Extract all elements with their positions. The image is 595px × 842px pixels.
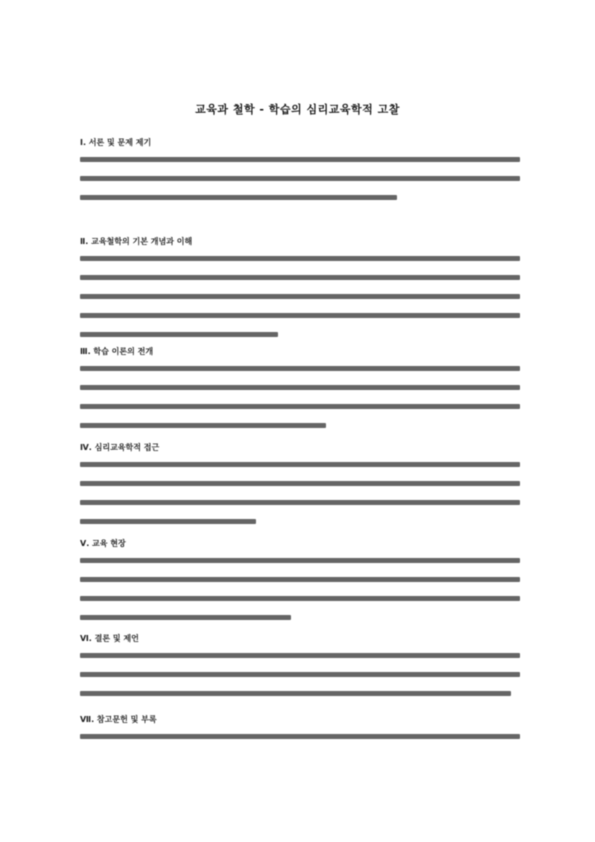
- section-heading: Ⅲ. 학습 이론의 전개: [80, 347, 154, 356]
- text-line: [80, 313, 520, 318]
- text-line: [80, 500, 520, 505]
- text-line: [80, 332, 278, 337]
- text-line: [80, 734, 520, 739]
- text-line: [80, 423, 326, 428]
- section-7: [80, 714, 520, 753]
- text-line: [80, 294, 520, 299]
- section-body: [80, 157, 520, 200]
- section-1: [80, 137, 520, 214]
- text-line: [80, 385, 520, 390]
- section-heading: Ⅴ. 교육 현장: [80, 539, 126, 548]
- text-line: [80, 577, 520, 582]
- section-heading: Ⅵ. 결론 및 제언: [80, 634, 139, 643]
- section-3: [80, 346, 520, 442]
- text-line: [80, 404, 520, 409]
- text-line: [80, 462, 520, 467]
- text-line: [80, 691, 511, 696]
- section-heading: Ⅱ. 교육철학의 기본 개념과 이해: [80, 237, 193, 246]
- section-body: [80, 558, 520, 620]
- text-line: [80, 176, 520, 181]
- section-2: [80, 236, 520, 351]
- text-line: [80, 653, 520, 658]
- page-title: 교육과 철학 - 학습의 심리교육학적 고찰: [195, 103, 400, 116]
- section-4: [80, 442, 520, 538]
- text-line: [80, 596, 520, 601]
- section-heading: Ⅰ. 서론 및 문제 제기: [80, 138, 152, 147]
- section-body: [80, 366, 520, 428]
- text-line: [80, 256, 520, 261]
- section-5: [80, 538, 520, 634]
- text-line: [80, 157, 520, 162]
- text-line: [80, 672, 520, 677]
- section-6: [80, 633, 520, 710]
- text-line: [80, 275, 520, 280]
- text-line: [80, 519, 256, 524]
- text-line: [80, 366, 520, 371]
- text-line: [80, 615, 291, 620]
- text-line: [80, 558, 520, 563]
- text-line: [80, 481, 520, 486]
- section-body: [80, 653, 520, 696]
- text-line: [80, 195, 397, 200]
- section-body: [80, 462, 520, 524]
- section-heading: Ⅶ. 참고문헌 및 부록: [80, 715, 157, 724]
- section-heading: Ⅳ. 심리교육학적 접근: [80, 443, 160, 452]
- section-body: [80, 734, 520, 739]
- section-body: [80, 256, 520, 337]
